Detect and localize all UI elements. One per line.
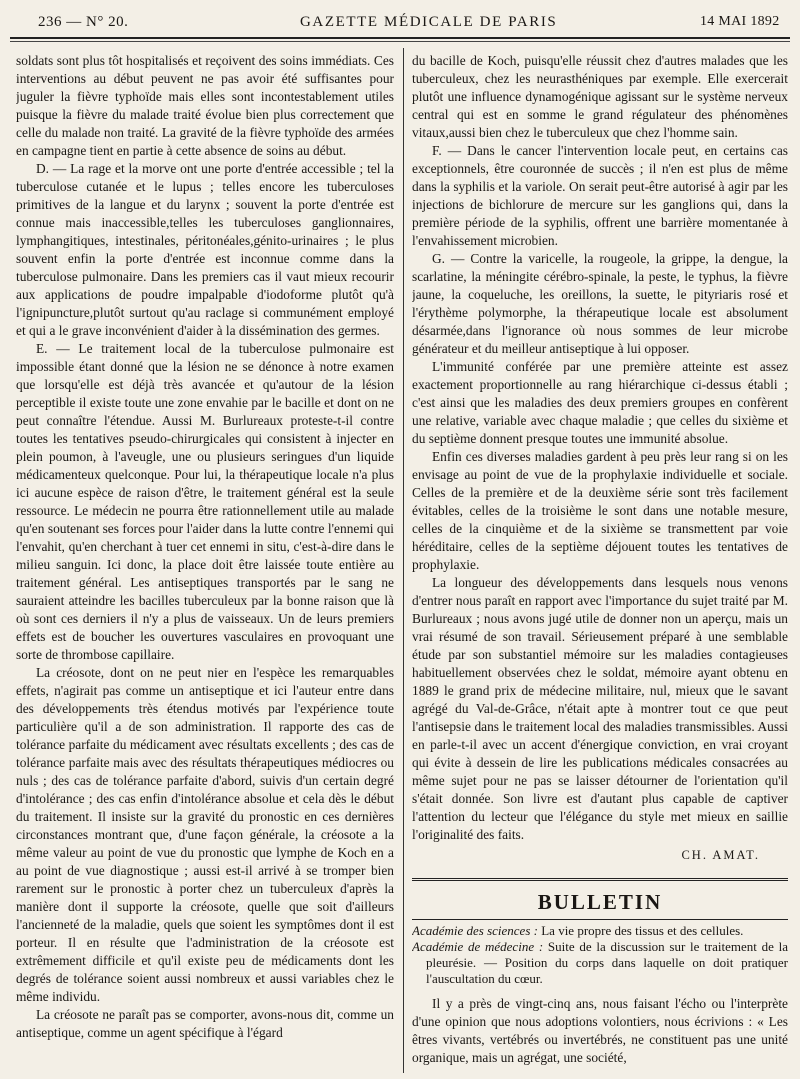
paragraph: F. — Dans le cancer l'intervention locale peut, en certains cas exceptionnels, être couronnée de succès ; il n'en est plus de même dans la syphilis et la variole. On serait peut-être autorisé à agir par les injections de bichlorure de mercure sur les ganglions qui, dans la première période de la syphilis, offrent une barrière momentanée à l'envahissement microbien. xyxy=(412,143,788,248)
summary-text: Suite de la discussion sur le traitement de la pleurésie. — Position du corps dans laquelle on doit pratiquer l'auscultation du cœur. xyxy=(426,939,788,986)
paragraph: La créosote, dont on ne peut nier en l'espèce les remarquables effets, n'agirait pas comme un antiseptique et ici l'auteur entre dans des développements très étendus motivés par l'expérience toute particulière qu'il a de son administration. Il rapporte des cas de tolérance parfaite du médicament avec résultats excellents ; des cas de tolérance parfaite mais avec des résultats thérapeutiques médiocres ou nuls ; des cas de tolérance parfaite d'abord, suivis d'un certain degré d'intolérance ; des cas enfin d'intolérance absolue et cela dès le début du traitement. Il insiste sur la gravité du pronostic en ces dernières circonstances montrant que, d'une façon générale, la créosote a la même valeur au point de vue du pronostic que lymphe de Koch en a au point de vue diagnostique ; aussi est-il arrivé à se tromper bien rarement sur le pronostic à porter chez un tuberculeux d'après la manière dont il supporte la créosote, quelle que soit d'ailleurs l'ancienneté de la maladie, quels que soient les symptômes dont il est porteur. Il en résulte que l'administration de la créosote est extrêmement difficile et qu'il existe peu de médicaments dont les degrés de tolérance soient aussi nombreux et aussi variables chez le même individu. xyxy=(16,665,394,1004)
left-column xyxy=(16,52,394,1074)
page-number: 236 — N° 20. xyxy=(38,14,129,30)
summary-item xyxy=(412,939,788,987)
summary-item xyxy=(412,923,788,939)
page-header xyxy=(10,14,790,34)
section-rule xyxy=(412,878,788,883)
paragraph: G. — Contre la varicelle, la rougeole, la grippe, la dengue, la scarlatine, la méningite cérébro-spinale, la peste, le typhus, la fièvre jaune, la coqueluche, les oreillons, la suette, le pityriaris rosé et l'érythème polymorphe, la thérapeutique locale est absolument désarmée,dans l'ignorance où nous sommes de leur microbe générateur et du meilleur antiseptique à lui opposer. xyxy=(412,251,788,356)
issue-date: 14 MAI 1892 xyxy=(700,14,780,29)
summary-label: Académie de médecine : xyxy=(412,939,544,954)
right-column xyxy=(412,52,788,1074)
section-rule xyxy=(412,919,788,920)
paragraph: L'immunité conférée par une première atteinte est assez exactement proportionnelle au rang hiérarchique ci-dessus établi ; c'est ainsi que les maladies des deux premiers groupes en confèrent une relative, variable avec chaque maladie ; que celles du sixième et du septième donnent presque toutes une immunité absolue. xyxy=(412,359,788,446)
header-rule-thin xyxy=(10,41,790,42)
paragraph: D. — La rage et la morve ont une porte d'entrée accessible ; tel la tuberculose cutanée et le lupus ; telles encore les tuberculoses primitives de la langue et du larynx ; souvent la porte d'entrée est connue mais inaccessible,telles les tuberculoses ganglionnaires, lymphangitiques, intestinales, péritonéales,génito-urinaires ; le plus souvent enfin la porte d'entrée est inconnue comme dans la tuberculose pulmonaire. Dans les premiers cas il vaut mieux recourir aux applications de poudre impalpable d'iodoforme plutôt qu'à l'ignipuncture,plutôt surtout qu'au raclage si communément employé et qui a le grave inconvénient d'aider à la dissémination des germes. xyxy=(16,161,394,338)
paragraph: La créosote ne paraît pas se comporter, avons-nous dit, comme un antiseptique, comme un agent spécifique à l'égard xyxy=(16,1007,394,1040)
summary-label: Académie des sciences : xyxy=(412,923,538,938)
section-title: BULLETIN xyxy=(537,890,663,914)
journal-title: GAZETTE MÉDICALE DE PARIS xyxy=(300,14,558,30)
header-rule xyxy=(10,37,790,39)
column-divider xyxy=(403,48,404,1073)
paragraph: du bacille de Koch, puisqu'elle réussit chez d'autres malades que les tuberculeux, chez les neurasthéniques par exemple. Elle exercerait plutôt une influence dynamogénique agissant sur le système nerveux central qui est en somme le grand régulateur des phénomènes vitaux,aussi bien chez le tuberculeux que chez l'homme sain. xyxy=(412,53,788,140)
paragraph: La longueur des développements dans lesquels nous venons d'entrer nous paraît en rapport avec l'importance du sujet traité par M. Burlureaux ; nous avons jugé utile de donner non un aperçu, mais un vrai résumé de son travail. Sérieusement préparé à une semblable étude par son substantiel mémoire sur les maladies contagieuses habituellement observées chez le soldat, mémoire ayant obtenu en 1889 le grand prix de médecine militaire, nul, mieux que le savant agrégé du Val-de-Grâce, n'était apte à montrer tout ce que peut l'antisepsie dans le traitement local des maladies transmissibles. Aussi en parle-t-il avec un accent d'énergique conviction, en vrai croyant qui évite à dessein de lire les publications médicales consacrées au même sujet pour ne pas se laisser détourner de l'orientation qu'il s'était donnée. Son livre est d'autant plus capable de captiver l'attention du lecteur que l'élégance du style met mieux en saillie l'originalité des faits. xyxy=(412,575,788,842)
bulletin-summary xyxy=(412,923,788,987)
paragraph: E. — Le traitement local de la tuberculose pulmonaire est impossible étant donné que la lésion ne se dénonce à notre examen que lorsqu'elle est déjà très avancée et qu'autour de la lésion perceptible il existe toute une zone envahie par le bacille et dont on ne peut connaître l'étendue. Aussi M. Burlureaux proteste-t-il contre toutes les tentatives pseudo-chirurgicales qui consistent à injecter en plein poumon, à l'aveugle, une ou plusieurs seringues d'un liquide médicamenteux quelconque. Pour lui, la thérapeutique locale n'a plus ici aucune espèce de raison d'être, le traitement général est la seule ressource. Le médecin ne pourra être rationnellement utile au malade qu'en soutenant ses forces pour l'aider dans la lutte contre l'ennemi qui l'envahit, qu'en cherchant à tuer cet ennemi in situ, c'est-à-dire dans le milieu sanguin. Ici donc, la place doit être laissée toute entière au traitement général. Les antiseptiques transportés par le sang ne sauraient atteindre les bacilles tuberculeux par la bonne raison que là où sont ces derniers il n'y a plus de vaisseaux. Un de leurs premiers effets est de boucher les ouvertures vasculaires en provoquant une sorte de thrombose capillaire. xyxy=(16,341,394,662)
summary-text: La vie propre des tissus et des cellules. xyxy=(541,923,744,938)
author-signature: CH. AMAT. xyxy=(681,848,760,862)
paragraph: Enfin ces diverses maladies gardent à peu près leur rang si on les envisage au point de vue de la prophylaxie individuelle et sociale. Celles de la première et de la deuxième série sont très facilement évitables, celles de la troisième le sont dans une notable mesure, celles de la cinquième et de la sixième se transmettent par voie héréditaire, celles de la septième déjouent toutes les tentatives de prophylaxie. xyxy=(412,449,788,572)
paragraph: soldats sont plus tôt hospitalisés et reçoivent des soins immédiats. Ces interventions au début peuvent ne pas avoir été suffisantes pour juguler la fièvre typhoïde mais elles sont incontestablement utiles puisque la fièvre du malade traité évolue bien plus correctement que celle du malade non traité. La gravité de la fièvre typhoïde des armées en campagne tient en partie à cette absence de soins au début. xyxy=(16,53,394,158)
paragraph: Il y a près de vingt-cinq ans, nous faisant l'écho ou l'interprète d'une opinion que nous adoptions volontiers, nous écrivions : « Les êtres vivants, vertébrés ou invertébrés, ne constituent pas une unité organique, mais un agrégat, une société, xyxy=(412,996,788,1065)
